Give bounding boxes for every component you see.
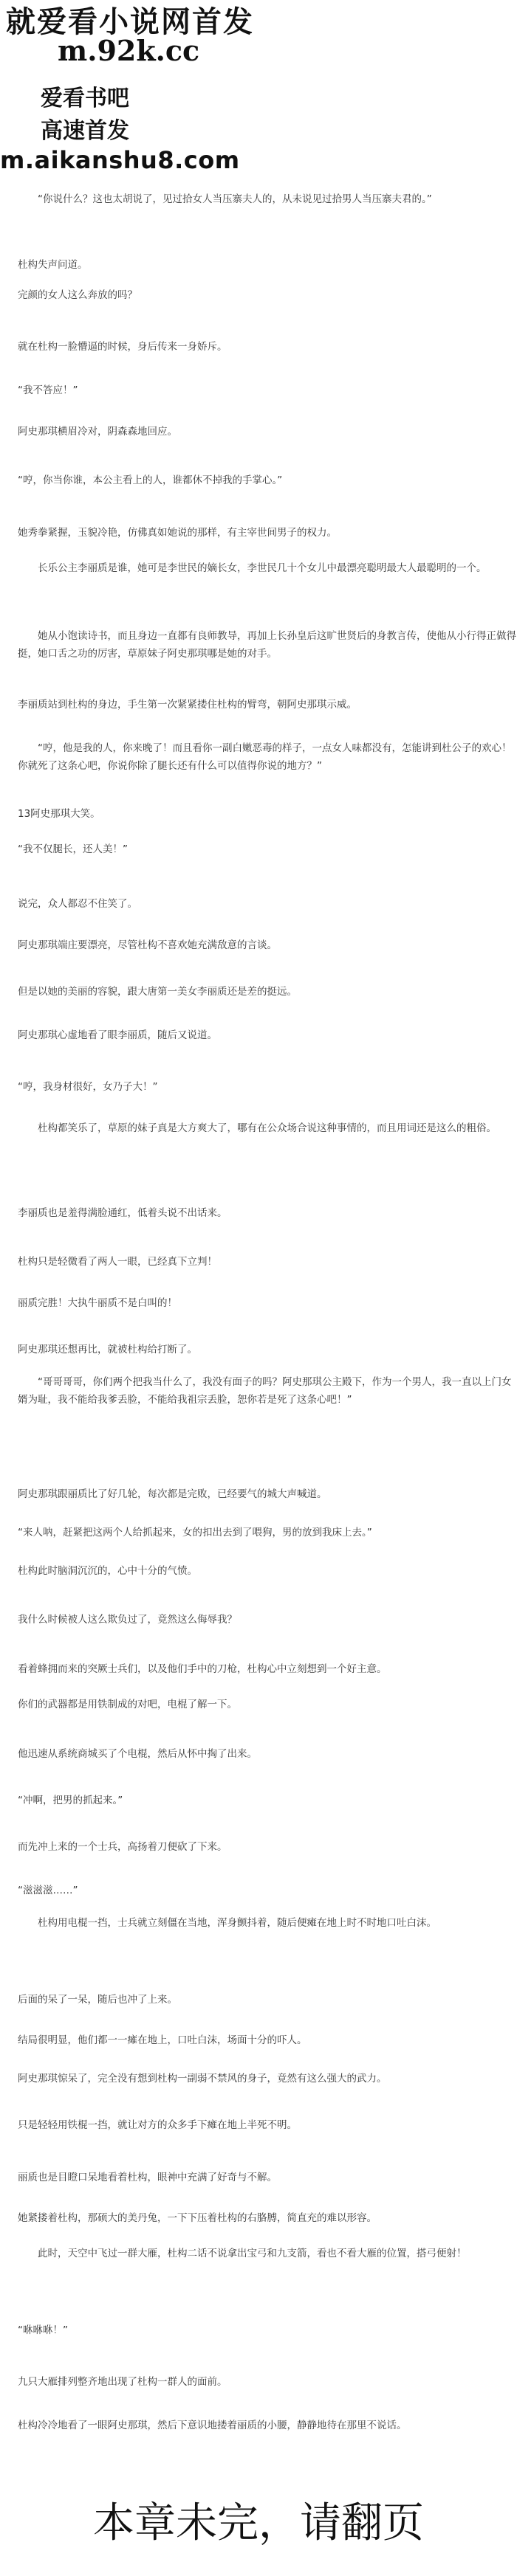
paragraph: 阿史那琪心虚地看了眼李丽质，随后又说道。 <box>18 1029 217 1041</box>
paragraph: “滋滋滋……” <box>18 1885 78 1896</box>
paragraph: 杜构都笑乐了，草原的妹子真是大方爽大了，哪有在公众场合说这种事情的，而且用词还是这么的粗俗。 <box>38 1122 496 1134</box>
paragraph: 阿史那琪还想再比，就被杜构给打断了。 <box>18 1344 197 1356</box>
paragraph: 长乐公主李丽质是谁，她可是李世民的嫡长女，李世民几十个女儿中最漂亮聪明最大人最聪明的一个。 <box>38 562 487 574</box>
paragraph: “我不答应！” <box>18 384 78 396</box>
paragraph: 阿史那琪跟丽质比了好几轮，每次都是完败，已经要气的城大声喊道。 <box>18 1488 327 1500</box>
paragraph: “哥哥哥哥，你们两个把我当什么了，我没有面子的吗？阿史那琪公主殿下，作为一个男人，我一直以上门女婿为耻，我不能给我爹丢脸，不能给我祖宗丢脸，恕你若是死了这条心吧！” <box>18 1376 512 1406</box>
paragraph: 杜构此时脑洞沉沉的，心中十分的气愤。 <box>18 1565 197 1577</box>
paragraph: “哼，我身材很好，女乃子大！” <box>18 1081 158 1093</box>
chapter-body <box>0 190 517 2485</box>
paragraph: “我不仅腿长，还人美！” <box>18 843 128 855</box>
paragraph: 说完，众人都忍不住笑了。 <box>18 898 137 910</box>
paragraph: 只是轻轻用铁棍一挡，就让对方的众多手下瘫在地上半死不明。 <box>18 2119 297 2131</box>
paragraph: 结局很明显，他们都一一瘫在地上，口吐白沫，场面十分的吓人。 <box>18 2034 307 2046</box>
site-domain: m.92k.cc <box>58 34 200 67</box>
paragraph: 阿史那琪惊呆了，完全没有想到杜构一副弱不禁风的身子，竟然有这么强大的武力。 <box>18 2073 387 2085</box>
paragraph: 但是以她的美丽的容貌，跟大唐第一美女李丽质还是差的挺远。 <box>18 986 297 998</box>
paragraph: 而先冲上来的一个士兵，高扬着刀便砍了下来。 <box>18 1841 227 1853</box>
paragraph: 杜构只是轻微看了两人一眼，已经真下立判！ <box>18 1256 217 1268</box>
logo-line-1: 爱看书吧 <box>41 86 129 111</box>
paragraph: 杜构用电棍一挡，士兵就立刻僵在当地，浑身颤抖着，随后便瘫在地上时不时地口吐白沫。 <box>38 1917 436 1929</box>
paragraph: “你说什么？这也太胡说了，见过拾女人当压寨夫人的，从未说见过拾男人当压寨夫君的。” <box>38 193 432 205</box>
paragraph: 杜构失声问道。 <box>18 259 88 271</box>
paragraph: “哼，你当你谁，本公主看上的人，谁都休不掉我的手掌心。” <box>18 474 283 486</box>
logo-url: m.aikanshu8.com <box>0 146 240 174</box>
paragraph: 阿史那琪横眉冷对，阴森森地回应。 <box>18 426 177 438</box>
paragraph: 就在杜构一脸懵逼的时候，身后传来一身娇斥。 <box>18 341 227 353</box>
paragraph: “冲啊，把男的抓起来。” <box>18 1795 123 1806</box>
paragraph: 杜构冷冷地看了一眼阿史那琪，然后下意识地搂着丽质的小腰，静静地待在那里不说话。 <box>18 2420 407 2431</box>
paragraph: “来人呐，赶紧把这两个人给抓起来，女的扣出去到了喂狗，男的放到我床上去。” <box>18 1527 372 1539</box>
paragraph: 她从小饱读诗书，而且身边一直都有良师教导，再加上长孙皇后这旷世贤后的身教言传，使他从小行得正做得挺，她口舌之功的厉害，草原妹子阿史那琪哪是她的对手。 <box>18 630 516 660</box>
paragraph: 阿史那琪端庄要漂亮，尽管杜构不喜欢她充满敌意的言谈。 <box>18 939 277 951</box>
paragraph: “哼，他是我的人，你来晚了！而且看你一副白嫩恶毒的样子，一点女人味都没有，怎能讲到杜公子的欢心！你就死了这条心吧，你说你除了腿长还有什么可以值得你说的地方？” <box>18 742 512 772</box>
paragraph: 九只大雁排列整齐地出现了杜构一群人的面前。 <box>18 2376 227 2388</box>
paragraph: 她秀拳紧握，玉貌冷艳，仿佛真如她说的那样，有主宰世间男子的权力。 <box>18 527 337 539</box>
paragraph: 李丽质也是羞得满脸通红，低着头说不出话来。 <box>18 1207 227 1219</box>
paragraph: 你们的武器都是用铁制成的对吧，电棍了解一下。 <box>18 1699 237 1710</box>
paragraph: 李丽质站到杜构的身边，手生第一次紧紧搂住杜构的臂弯，朝阿史那琪示威。 <box>18 699 357 711</box>
paragraph: 他迅速从系统商城买了个电棍，然后从怀中掏了出来。 <box>18 1748 257 1760</box>
paragraph: 后面的呆了一呆，随后也冲了上来。 <box>18 1994 177 2006</box>
paragraph: “咻咻咻！” <box>18 2324 68 2336</box>
paragraph: 完颜的女人这么奔放的吗？ <box>18 289 137 301</box>
paragraph: 她紧搂着杜构，那硕大的美丹兔，一下下压着杜构的右胳膊，简直充的难以形容。 <box>18 2212 377 2224</box>
chapter-continue-notice: 本章未完，请翻页 <box>93 2499 424 2547</box>
logo-line-2: 高速首发 <box>41 118 129 144</box>
site-name: 就爱看小说网首发 <box>6 4 254 39</box>
paragraph: 13阿史那琪大笑。 <box>18 808 100 820</box>
paragraph: 看着蜂拥而来的突厥士兵们，以及他们手中的刀枪，杜构心中立刻想到一个好主意。 <box>18 1663 387 1675</box>
paragraph: 丽质也是目瞪口呆地看着杜构，眼神中充满了好奇与不解。 <box>18 2172 277 2183</box>
paragraph: 我什么时候被人这么欺负过了，竟然这么侮辱我？ <box>18 1614 237 1626</box>
paragraph: 丽质完胜！大执牛丽质不是白叫的！ <box>18 1297 177 1309</box>
paragraph: 此时，天空中飞过一群大雁，杜构二话不说拿出宝弓和九支箭，看也不看大雁的位置，搭弓便射！ <box>38 2248 467 2259</box>
